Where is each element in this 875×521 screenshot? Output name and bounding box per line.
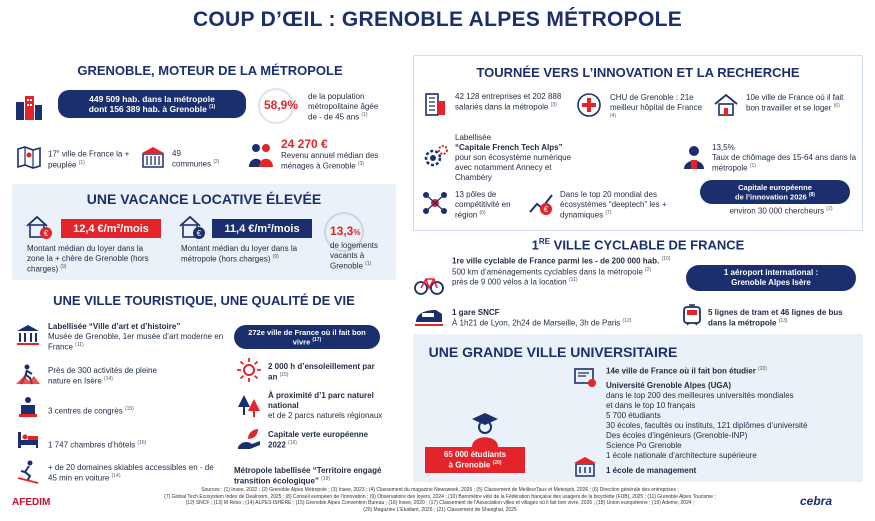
cebra-logo: cebra — [800, 494, 833, 508]
population-pill: 449 509 hab. dans la métropole dont 156 389 hab. à Grenoble $^{(1)}$ — [58, 90, 246, 118]
svg-text:€: € — [196, 229, 202, 238]
poles-text: 13 pôles de compétitivité en région $^{(6)}$ — [455, 190, 511, 220]
gears-icon — [422, 143, 450, 171]
house-euro-icon — [178, 214, 206, 240]
population-line2: dont 156 389 hab. à Grenoble — [88, 104, 207, 114]
section-title-cyclable: 1RE VILLE CYCLABLE DE FRANCE — [531, 237, 745, 253]
communes-text: 49 communes $^{(2)}$ — [172, 149, 220, 169]
hotel-bed-icon — [16, 428, 40, 450]
transition-text: Métropole labellisée “Territoire engagé transition écologique” $^{(19)}$ — [234, 466, 382, 486]
graduate-icon — [468, 412, 502, 448]
city-buildings-icon — [14, 92, 44, 122]
tram-text: 5 lignes de tram et 46 lignes de bus dans la métropole $^{(13)}$ — [708, 308, 843, 328]
frenchtech-text: Labellisée “Capitale French Tech Alps” pour son écosystème numérique avec notamment Annecy et Chambéry — [455, 133, 572, 182]
income-text: Revenu annuel médian des ménages à Grenoble $^{(3)}$ — [281, 151, 379, 171]
train-text: 1 gare SNCF À 1h21 de Lyon, 2h24 de Marseille, 3h de Paris $^{(12)}$ — [452, 308, 632, 328]
grenoble-rent-text: Montant médian du loyer dans la zone la + chère de Grenoble (hors charges) $^{(9)}$ — [27, 244, 149, 274]
population-line1: 449 509 hab. dans la métropole — [89, 93, 215, 104]
office-building-icon — [422, 91, 448, 117]
student-rank-text: 14e ville de France où il fait bon étudier $^{(20)}$ — [606, 366, 767, 376]
art-block: Labellisée “Ville d’art et d’histoire” Musée de Grenoble, 1er musée d’art moderne en France $^{(11)}$ — [48, 322, 224, 352]
chu-text: CHU de Grenoble : 21e meilleur hôpital de France $^{(4)}$ — [610, 93, 703, 119]
page-title: COUP D’ŒIL : GRENOBLE ALPES MÉTROPOLE — [192, 8, 683, 31]
airport-pill: 1 aéroport international : Grenoble Alpes Isère — [686, 265, 856, 291]
train-icon — [414, 306, 444, 328]
grenoble-rent-value: 12,4 €/m²/mois — [61, 219, 161, 238]
income-value: 24 270 € — [281, 137, 328, 151]
congres-text: 3 centres de congrès $^{(15)}$ — [48, 406, 134, 416]
diploma-icon — [573, 366, 599, 390]
home-work-icon — [713, 92, 739, 118]
vacant-text: de logements vacants à Grenoble $^{(1)}$ — [330, 241, 379, 271]
metro-rent-value: 11,4 €/m²/mois — [212, 219, 312, 238]
svg-text:€: € — [543, 205, 549, 214]
metro-rent-text: Montant médian du loyer dans la métropole (hors charges) $^{(9)}$ — [181, 244, 298, 264]
sun-icon — [236, 357, 262, 383]
growth-euro-icon — [528, 190, 554, 216]
parks-text: À proximité d’1 parc naturel national et de 2 parcs naturels régionaux — [268, 391, 383, 420]
activities-text: Près de 300 activités de pleine nature en Isère $^{(14)}$ — [48, 366, 157, 386]
map-icon — [16, 144, 42, 170]
hotels-text: 1 747 chambres d’hôtels $^{(16)}$ — [48, 440, 147, 450]
section-title-vacance: UNE VACANCE LOCATIVE ÉLEVÉE — [86, 191, 322, 207]
young-pct-value: 58,9% — [264, 98, 299, 112]
unemployment-text: 13,5% Taux de chômage des 15-64 ans dans la métropole $^{(1)}$ — [712, 143, 857, 173]
job-seeker-icon — [682, 144, 706, 170]
innovation-capital-pill: Capitale européenne de l’innovation 2026 $^{(8)}$ — [700, 180, 850, 204]
skier-icon — [16, 460, 40, 484]
hospital-cross-icon — [576, 92, 602, 118]
conference-icon — [16, 396, 40, 418]
town-hall-icon — [140, 145, 166, 169]
house-euro-icon — [25, 214, 53, 240]
tram-icon — [681, 303, 703, 327]
museum-icon — [16, 324, 40, 346]
ski-text: + de 20 domaines skiables accessibles en - de 45 min en voiture $^{(14)}$ — [48, 463, 214, 483]
researchers-text: environ 30 000 chercheurs $^{(2)}$ — [729, 206, 833, 216]
section-title-universite: UNE GRANDE VILLE UNIVERSITAIRE — [428, 344, 678, 360]
hiker-icon — [16, 364, 40, 386]
svg-text:€: € — [43, 229, 49, 238]
vacant-pct-value: 13,3% — [330, 224, 361, 238]
young-pct-text: de la population métropolitaine âgée de - de 45 ans $^{(1)}$ — [308, 92, 379, 122]
worklife-text: 10e ville de France où il fait bon travailler et se loger $^{(6)}$ — [746, 93, 844, 113]
deeptech-text: Dans le top 20 mondial des écosystèmes “deeptech” les + dynamiques $^{(7)}$ — [560, 190, 667, 220]
green-capital-text: Capitale verte européenne 2022 $^{(16)}$ — [268, 430, 369, 450]
management-text: 1 école de management — [606, 466, 697, 475]
afedim-logo: AFEDIM — [12, 497, 51, 508]
sources-footnote: Sources : (1) Insee, 2022 ; (2) Grenoble Alpes Métropole ; (3) Insee, 2023 ; (4) Classement du magazine Newsweek, 2026 ; (5) Classement de MeilleurTaux et Meteojob, 2026 ; (6) Direction générale des entreprises ; (7) Global Tech Ecosystem Index de Dealroom, 2025 ; (8) Conseil européen de l’innovation ; (9) Observatoire des loyers, 2024 ; (10) Baromètre vélo de la Fédération française des usagers de la bicyclette (FUB), 2025 ; (11) Grenoble Alpes Tourisme ; (12) SNCF ; (13) M Réso ; (14) ALPES ISHÈRE ; (15) Grenoble Alpes Convention Bureau ; (16) Insee, 2020 ; (17) Classement de l’Association villes et villages où il fait bon vivre, 2026 ; (18) Union européenne ; (19) Ademe, 2024 ; (20) Magazine L’Étudiant, 2026 ; (21) Classement de Shanghai, 2025 — [164, 487, 716, 513]
wellbeing-pill: 272e ville de France où il fait bon vivre $^{(17)}$ — [234, 325, 380, 349]
trees-icon — [236, 393, 262, 419]
school-building-icon — [573, 455, 597, 477]
section-title-moteur: GRENOBLE, MOTEUR DE LA MÉTROPOLE — [77, 63, 343, 78]
green-hand-icon — [236, 427, 262, 451]
rank-text: 17e ville de France la + peuplée $^{(1)}$ — [48, 149, 130, 170]
companies-text: 42 128 entreprises et 202 888 salariés dans la métropole $^{(3)}$ — [455, 92, 562, 112]
bicycle-icon — [414, 273, 444, 295]
family-icon — [246, 140, 276, 170]
bike-text: 1re ville cyclable de France parmi les - de 200 000 hab. $^{(10)}$ 500 km d’aménagements cyclables dans la métropole $^{(2)}$ près de 9 000 vélos à la location $^{(11)}$ — [452, 256, 671, 287]
students-box: 65 000 étudiants à Grenoble $^{(20)}$ — [425, 447, 525, 473]
uga-block: Université Grenoble Alpes (UGA) dans le top 200 des meilleures universités mondiales et dans le top 10 français 5 700 étudiants 30 écoles, facultés ou instituts, 121 diplômes d’université Des écoles d’ingénieurs (Grenoble-INP) Science Po Grenoble 1 école nationale d’architecture supérieure — [606, 381, 808, 460]
network-icon — [422, 190, 448, 216]
section-title-tourisme: UNE VILLE TOURISTIQUE, UNE QUALITÉ DE VIE — [53, 293, 355, 308]
section-title-innovation: TOURNÉE VERS L’INNOVATION ET LA RECHERCHE — [476, 65, 800, 80]
sun-text: 2 000 h d’ensoleillement par an $^{(15)}$ — [268, 362, 375, 382]
